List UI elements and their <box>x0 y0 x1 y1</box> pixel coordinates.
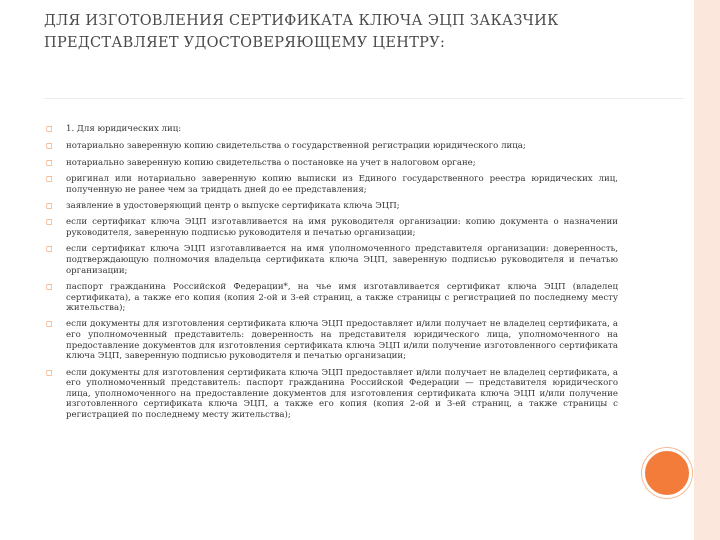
list-item-text: нотариально заверенную копию свидетельства о постановке на учет в налоговом органе; <box>66 157 476 168</box>
bullet-icon: ◻ <box>46 319 53 329</box>
decorative-side-bar <box>694 0 720 540</box>
list-item <box>46 124 618 135</box>
list-item <box>46 217 618 238</box>
bullet-icon: ◻ <box>46 173 53 183</box>
list-item-text: 1. Для юридических лиц: <box>66 124 182 134</box>
decorative-circle <box>642 448 692 498</box>
list-item-text: если сертификат ключа ЭЦП изготавливается на имя уполномоченного представителя организации: доверенность, подтверждающую полномочия владельца сертификата ключа ЭЦП, заверенную подписью руководителя и печатью организации; <box>66 244 618 276</box>
bullet-icon: ◻ <box>46 217 53 227</box>
requirements-list <box>46 124 618 426</box>
list-item <box>46 319 618 361</box>
title-divider <box>44 98 684 99</box>
bullet-icon: ◻ <box>46 367 53 377</box>
list-item <box>46 201 618 212</box>
bullet-icon: ◻ <box>46 281 53 291</box>
list-item <box>46 174 618 195</box>
bullet-icon: ◻ <box>46 157 53 167</box>
list-item-text: заявление в удостоверяющий центр о выпуске сертификата ключа ЭЦП; <box>66 200 400 211</box>
bullet-icon: ◻ <box>46 124 53 133</box>
bullet-icon: ◻ <box>46 141 53 151</box>
list-item <box>46 282 618 314</box>
list-item-text: если документы для изготовления сертификата ключа ЭЦП предоставляет и/или получает не владелец сертификата, а его уполномоченный представитель: доверенность на представителя юридического лица, уполномоченного на предоставление документов для изготовления сертификата ключа ЭЦП и/или получение изготовленного сертификата ключа ЭЦП, заверенную подписью руководителя и печатью организации; <box>66 319 618 362</box>
list-item-text: если документы для изготовления сертификата ключа ЭЦП предоставляет и/или получает не владелец сертификата, а его уполномоченный представитель: паспорт гражданина Российской Федерации — представителя юридического лица, уполномоченного на предоставление документов для изготовления сертификата ключа ЭЦП и/или получение изготовленного сертификата ключа ЭЦП, а также его копия (копия 2-ой и 3-ей страниц, а также страницы с регистрацией по последнему месту жительства); <box>66 367 618 421</box>
slide-title: ДЛЯ ИЗГОТОВЛЕНИЯ СЕРТИФИКАТА КЛЮЧА ЭЦП ЗАКАЗЧИК ПРЕДСТАВЛЯЕТ УДОСТОВЕРЯЮЩЕМУ ЦЕНТРУ: <box>44 13 559 51</box>
list-item-text: оригинал или нотариально заверенную копию выписки из Единого государственного реестра юридических лиц, полученную не ранее чем за тридцать дней до ее представления; <box>66 173 618 195</box>
list-item <box>46 141 618 152</box>
list-item-text: нотариально заверенную копию свидетельства о государственной регистрации юридического лица; <box>66 141 526 152</box>
list-item <box>46 368 618 421</box>
list-item-text: паспорт гражданина Российской Федерации*, на чье имя изготавливается сертификат ключа ЭЦП (владелец сертификата), а также его копия (копия 2-ой и 3-ей страниц, а также страницы с регистрацией по последнему месту жительства); <box>66 281 618 314</box>
list-item <box>46 158 618 169</box>
list-item <box>46 244 618 276</box>
bullet-icon: ◻ <box>46 244 53 254</box>
list-item-text: если сертификат ключа ЭЦП изготавливается на имя руководителя организации: копию документа о назначении руководителя, заверенную подписью руководителя и печатью организации; <box>66 217 618 238</box>
bullet-icon: ◻ <box>46 200 53 210</box>
